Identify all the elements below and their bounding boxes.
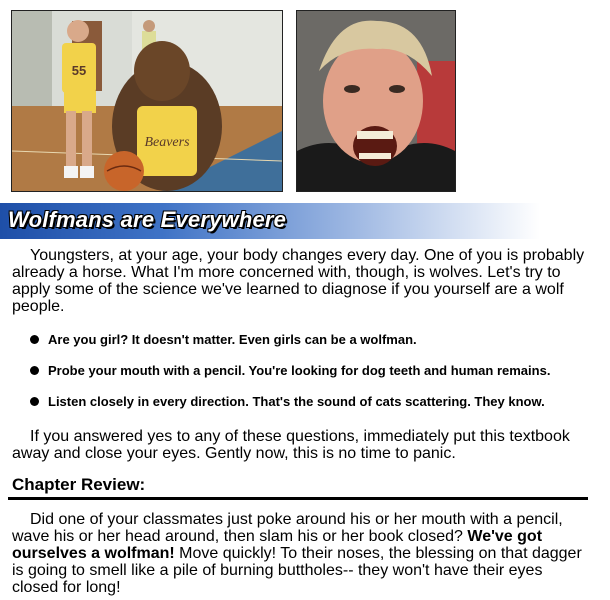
bullet-icon bbox=[30, 397, 39, 406]
question-text: Probe your mouth with a pencil. You're looking for dog teeth and human remains. bbox=[48, 363, 551, 378]
question-text: Listen closely in every direction. That's the sound of cats scattering. They know. bbox=[48, 394, 545, 409]
list-item bbox=[30, 332, 605, 363]
snarling-man-photo bbox=[296, 10, 456, 192]
list-item bbox=[30, 394, 605, 425]
review-text-after: Move quickly! To their noses, the blessing on that dagger is going to smell like a pile of burning buttholes-- they won't have their eyes closed for long! bbox=[12, 545, 582, 596]
basketball-photo bbox=[11, 10, 283, 192]
snarling-man-image bbox=[297, 11, 455, 191]
question-list bbox=[30, 332, 605, 425]
section-title: Wolfmans are Everywhere bbox=[8, 207, 287, 232]
list-item bbox=[30, 363, 605, 394]
bullet-icon bbox=[30, 335, 39, 344]
divider bbox=[8, 497, 588, 500]
jersey-number: 55 bbox=[71, 63, 87, 78]
basketball-scene-image bbox=[12, 11, 282, 191]
intro-paragraph bbox=[12, 247, 592, 315]
question-text: Are you girl? It doesn't matter. Even girls can be a wolfman. bbox=[48, 332, 417, 347]
section-banner bbox=[0, 203, 540, 239]
outro-text: If you answered yes to any of these questions, immediately put this textbook away and close your eyes. Gently now, this is no time to panic. bbox=[12, 428, 570, 462]
bullet-icon bbox=[30, 366, 39, 375]
review-text-before: Did one of your classmates just poke around his or her mouth with a pencil, wave his or her head around, then slam his or her book closed? bbox=[12, 511, 563, 545]
review-paragraph bbox=[12, 511, 592, 596]
review-text-bold: We've got ourselves a wolfman! bbox=[12, 528, 543, 562]
jersey-text: Beavers bbox=[144, 135, 190, 150]
review-heading: Chapter Review: bbox=[12, 475, 146, 494]
intro-text: Youngsters, at your age, your body changes every day. One of you is probably already a horse. What I'm more concerned with, though, is wolves. Let's try to apply some of the science we've learned to diagnose if you yourself are a wolf people. bbox=[12, 247, 585, 315]
outro-paragraph bbox=[12, 428, 592, 462]
